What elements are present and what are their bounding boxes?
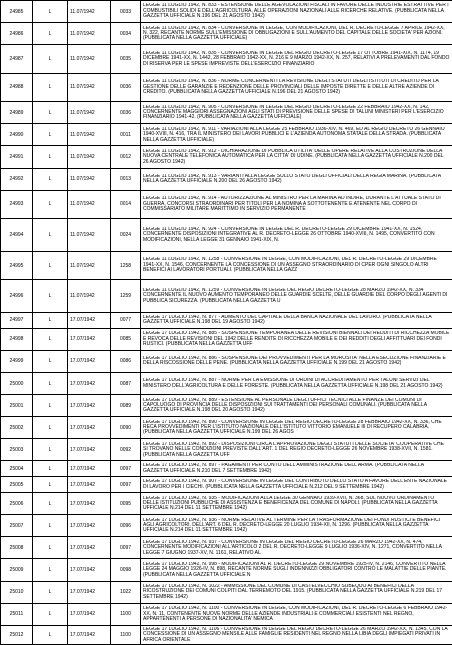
act-type-cell: L xyxy=(33,73,68,101)
act-type-cell: L xyxy=(33,219,68,252)
act-description-text: LEGGE 17 LUGLIO 1942, N. 887 - NORME PER LA EMISSIONE DI ORDINI DI ACCREDITAMENTO PER TALUNI SERVIZI DEL MINISTERO DELL'AGRICOLTURA E DELLE FORESTE. (PUBBLICATA NELLA GAZZETTA UFFICIALE N.198 DEL 21 AGOSTO 1942) xyxy=(143,378,443,389)
act-description-cell xyxy=(141,280,452,313)
act-description-text: LEGGE 11 LUGLIO 1942, N. 1258 - CONVERSIONE IN LEGGE, CON MODIFICAZIONI, DEL R. DECRETO-LEGGE 29 DICEMBRE 1941-XX, N. 1546, CONCERNENTE LA CONCESSIONE DI UN ASSEGNO STRAORDINARIO DI CPER OGNI SINGOLO ALTRI BENEFICI AI LAVORATORI PORTUALI. (PUBBLICATA NELLA GAZZ xyxy=(143,257,437,274)
act-description-text: LEGGE 17 LUGLIO 1942, N. 936 - NORME RELATIVE AL TERMINE PER LA TRASFORMAZIONE DEI FONDI RUSTICI E BENEFICI AGLI AGRICOLTORI. DELL'ART. 6 DEL R. DECRETO-LEGGE 20 LUGLIO 1934-XII, N. 1296. (PUBBLICATA NELLA GAZZETTA UFFICIALE N.214 DEL 11 SETTEMBRE 1942) xyxy=(143,517,441,534)
act-description-text: LEGGE 11 LUGLIO 1942, N. 836 - NORME CONCERNENTI LA REVISIONE DEGLI STATUTI DEGLI ISTITUTI DI CREDITO PER LA GESTIONE DELLE GARANZIE E REDENZIONE DELLE PROVINCIALI DELLE IMPOSTE DIRETTE E DELLE ALTRE AZIENDE DI CREDITO. (PUBBLICATA NELLA GAZZETTA UFFICIALE N.196 DEL 21 AGOSTO 1942) xyxy=(143,79,439,96)
act-description-cell xyxy=(141,251,452,279)
act-description-cell xyxy=(141,603,452,625)
act-date-cell: 17.07/1942 xyxy=(68,559,111,581)
act-type-cell: L xyxy=(33,280,68,313)
act-date-cell: 17.07/1942 xyxy=(68,312,111,328)
act-date-cell: 17.07/1942 xyxy=(68,537,111,559)
entry-number-cell: 25001 xyxy=(1,395,33,417)
act-date-cell: 11.07/1942 xyxy=(68,45,111,73)
entry-number-cell: 24996 xyxy=(1,280,33,313)
act-sequence-cell: 0097 xyxy=(111,477,141,493)
act-sequence-cell: 0087 xyxy=(111,372,141,394)
act-type-cell: L xyxy=(33,477,68,493)
act-description-cell xyxy=(141,312,452,328)
act-date-cell: 11.07/1942 xyxy=(68,219,111,252)
act-sequence-cell: 0097 xyxy=(111,537,141,559)
act-date-cell: 11.07/1942 xyxy=(68,124,111,146)
act-type-cell: L xyxy=(33,251,68,279)
act-description-text: LEGGE 17 LUGLIO 1942, N. 886 - SOSPENSIONE DEI PROVVEDIMENTI PER LA MOROSITA' NELLA ESECUZIONE FINANZIARIE E DELLA RISCOSSIONE DELLE PENE. (PUBBLICATA NELLA GAZZETTA UFFICIALE N.199 DEL 21 AGOSTO 1942) xyxy=(143,355,446,367)
act-sequence-cell: 0033 xyxy=(111,1,141,23)
act-sequence-cell: 0011 xyxy=(111,124,141,146)
entry-number-cell: 25000 xyxy=(1,372,33,394)
act-sequence-cell: 0096 xyxy=(111,515,141,537)
act-description-cell xyxy=(141,45,452,73)
act-date-cell: 17.07/1942 xyxy=(68,477,111,493)
entry-number-cell: 24991 xyxy=(1,146,33,168)
act-description-text: LEGGE 11 LUGLIO 1942, N. 912 - DICHIARAZIONE DI PUBBLICA UTILITA' DELLE OPERE RELATIVE ALLA COSTRUZIONE DELLA NUOVA CENTRALE TELEFONICA AUTOMATICA PER LA CITTA' DI UDINE. (PUBBLICATA NELLA GAZZETTA UFFICIALE N.200 DEL 26 AGOSTO 1942) xyxy=(143,148,444,165)
act-date-cell: 17.07/1942 xyxy=(68,417,111,439)
act-sequence-cell: 0036 xyxy=(111,102,141,124)
act-date-cell: 17.07/1942 xyxy=(68,461,111,477)
act-sequence-cell: 1022 xyxy=(111,581,141,603)
act-description-text: LEGGE 17 LUGLIO 1942, N. 885 - SOSPENSIONE TEMPORANEA DELLE REVISIONI BIENNALI DEI REDDITI DI RICCHEZZA MOBILE E REVOCA DELLE REVISIONI DEL 1942 DELLE RENDITE DI RICCHEZZA MOBILE E DEI REDDITI DEGLI AFFITTUARI DEI FONDI RUSTICI. (PUBBLICATA NELLA GAZZETTA UFF xyxy=(143,331,450,347)
act-date-cell: 17.07/1942 xyxy=(68,493,111,515)
entry-number-cell: 25008 xyxy=(1,537,33,559)
registry-row xyxy=(1,350,452,372)
entry-number-cell: 24985 xyxy=(1,1,33,23)
act-type-cell: L xyxy=(33,603,68,625)
entry-number-cell: 25006 xyxy=(1,493,33,515)
act-type-cell: L xyxy=(33,537,68,559)
act-description-cell xyxy=(141,515,452,537)
registry-row xyxy=(1,73,452,101)
act-description-text: LEGGE 11 LUGLIO 1942, N. 911 - VARIAZIONI ALLA LEGGE 25 FEBBRAIO 1936-XIV, N. 469, ED AL REGIO DECRETO 26 GENNAIO 1940-XVIII, N. 416, TRA IL MINISTERO DEI LAVORI PUBBLICI E L'AZIENDA AUTONOMA STATALE DELLA STRADA. (PUBBLICATA NELLA GAZZETTA UFFICIALE) xyxy=(143,126,445,143)
registry-row xyxy=(1,251,452,279)
act-sequence-cell: 0036 xyxy=(111,73,141,101)
registry-row xyxy=(1,146,452,168)
act-description-cell xyxy=(141,372,452,394)
registry-row xyxy=(1,625,452,644)
act-date-cell: 17.07/1942 xyxy=(68,603,111,625)
act-date-cell: 11.07/1942 xyxy=(68,23,111,45)
act-type-cell: L xyxy=(33,102,68,124)
act-sequence-cell: 0035 xyxy=(111,45,141,73)
act-description-cell xyxy=(141,350,452,372)
registry-row xyxy=(1,23,452,45)
act-sequence-cell: 1259 xyxy=(111,280,141,313)
registry-row xyxy=(1,45,452,73)
act-type-cell: L xyxy=(33,146,68,168)
act-sequence-cell: 0085 xyxy=(111,328,141,350)
act-description-text: LEGGE 11 LUGLIO 1942, N. 924 - CONVERSIONE IN LEGGE DEL R. DECRETO-LEGGE 29 DICEMBRE 1941-XX, N. 1524, CONCERNENTE DISPOSIZIONI INTEGRATIVE AL R. DECRETO-LEGGE 26 OTTOBRE 1940-XVIII, N. 1495, CONVERTITO CON MODIFICAZIONI, NELLA LEGGE 31 GENNAIO 1941-XIX, N. xyxy=(143,226,435,243)
entry-number-cell: 25010 xyxy=(1,581,33,603)
act-type-cell: L xyxy=(33,581,68,603)
act-description-text: LEGGE 17 LUGLIO 1942, N. 1106 - CONVERSIONE IN LEGGE DEL REGIO DECRETO-LEGGE 26 MARZO 1942-XX, N. 1345, CON LA CONCESSIONE DI UN ASSEGNO MENSILE ALLE FAMIGLIE RESIDENTI NEL REGNO NELLA LIBIA DEGLI IMPIEGATI PRIVATI IN AFRICA ORIENTALE xyxy=(143,626,448,643)
entry-number-cell: 25011 xyxy=(1,603,33,625)
registry-row xyxy=(1,515,452,537)
act-date-cell: 17.07/1942 xyxy=(68,328,111,350)
act-type-cell: L xyxy=(33,417,68,439)
act-description-text: LEGGE 11 LUGLIO 1942, N. 1259 - CONVERSIONE IN LEGGE DEL REGIO DECRETO-LEGGE 28 MARZO 1942-XX, N. 334 CONCERNENTE IL NUOVO AUMENTO TEMPORANEO DELLE GUARDIE SCELTE, DELLE GUARDIE DEL CORPO DEGLI AGENTI DI PUBBLICA SICUREZZA. (PUBBLICATA NELLA GAZZETTA U xyxy=(143,287,448,304)
act-description-cell xyxy=(141,146,452,168)
act-sequence-cell: 0086 xyxy=(111,350,141,372)
entry-number-cell: 25003 xyxy=(1,439,33,461)
act-sequence-cell: 0090 xyxy=(111,417,141,439)
act-description-text: LEGGE 17 LUGLIO 1942, N. 877 - AUMENTO DEL CAPITALE DELLA BANCA NAZIONALE DEL LAVORO. (PUBBLICATA NELLA GAZZETTA UFFICIALE N.198 DEL 19 AGOSTO 1942) xyxy=(143,314,432,326)
act-description-text: LEGGE 11 LUGLIO 1942, N. 913 - VARIANTI ALLA LEGGE SULLO STATO DEGLI UFFICIALI DELLA REGIA MARINA. (PUBBLICATA NELLA GAZZETTA UFFICIALE N.200 DEL 26 AGOSTO 1942) xyxy=(143,173,441,185)
act-type-cell: L xyxy=(33,350,68,372)
act-sequence-cell: 1258 xyxy=(111,251,141,279)
act-date-cell: 11.07/1942 xyxy=(68,1,111,23)
act-description-cell xyxy=(141,537,452,559)
act-description-text: LEGGE 17 LUGLIO 1942, N. 937 - CONVERSIONE IN LEGGE DEL REGIO DECRETO-LEGGE 26 MARZO 1942-XX, N. 474, CONCERNENTE MODIFICAZIONI ALL'ARTICOLO 2 DEL R. DECRETO-LEGGE 9 LUGLIO 1936-XIV, N. 1271, CONVERTITO NELLA LEGGE 7 GIUGNO 1937-XV, N. 1161, RELATIVO AL xyxy=(143,539,442,556)
registry-row xyxy=(1,439,452,461)
act-date-cell: 11.07/1942 xyxy=(68,102,111,124)
act-date-cell: 11.07/1942 xyxy=(68,251,111,279)
act-description-cell xyxy=(141,219,452,252)
act-type-cell: L xyxy=(33,625,68,644)
act-type-cell: L xyxy=(33,493,68,515)
act-date-cell: 17.07/1942 xyxy=(68,395,111,417)
registry-row xyxy=(1,581,452,603)
entry-number-cell: 24994 xyxy=(1,219,33,252)
registry-row xyxy=(1,417,452,439)
act-type-cell: L xyxy=(33,1,68,23)
act-description-cell xyxy=(141,190,452,218)
act-description-cell xyxy=(141,559,452,581)
act-description-text: LEGGE 17 LUGLIO 1942, N. 897 - PAGAMENTI PER CONTO DELL'AMMINISTRAZIONE DELL'ARMA. (PUBBLICATA NELLA GAZZETTA UFFICIALE N.210 DEL 7 SETTEMBRE 1942) xyxy=(143,463,424,474)
act-type-cell: L xyxy=(33,328,68,350)
act-description-cell xyxy=(141,168,452,190)
registry-row xyxy=(1,395,452,417)
act-description-text: LEGGE 11 LUGLIO 1942, N. 834 - CONVERSIONE IN LEGGE, CON MODIFICAZIONI, DEL R. DECRETO-LEGGE 7 APRILE 1942-XX, N. 322, RECANTE NORME SULL'EMISSIONE DI OBBLIGAZIONI E SULL'AUMENTO DEL CAPITALE DELLE SOCIETA' PER AZIONI. (PUBBLICATA NELLA GAZZETTA UFFICIALE) xyxy=(143,25,445,42)
act-description-text: LEGGE 17 LUGLIO 1942, N. 998 - MODIFICAZIONI AL R. DECRETO-LEGGE 29 NOVEMBRE 1925-IV, N. 2146, CONVERTITO NELLA LEGGE 24 MAGGIO 1926-IV, N. 898, RECANTE NORME SUGLI INDENNIZZI OBBLIGATORI CONTRO LE MALATTIE DELLE PIANTE. (PUBBLICATA NELLA GAZZETTA UFFICIALE N xyxy=(143,561,447,578)
registry-body xyxy=(1,1,452,645)
registry-row xyxy=(1,559,452,581)
act-description-text: LEGGE 11 LUGLIO 1942, N. 905 - CONVERSIONE IN LEGGE DEL REGIO DECRETO-LEGGE 22 FEBBRAIO 1942-XX, N. 142, CONCERNENTE MAGGIORI ASSEGNAZIONI AGLI STATI DI PREVISIONE DELLE SPESE DI TALUNI MINISTERI PER L'ESERCIZIO FINANZIARIO 1941-42. (PUBBLICATA NELLA GAZZETTA UFFICIALE) xyxy=(143,104,444,121)
act-sequence-cell: 0095 xyxy=(111,493,141,515)
act-description-cell xyxy=(141,124,452,146)
registry-row xyxy=(1,1,452,23)
entry-number-cell: 25005 xyxy=(1,477,33,493)
registry-row xyxy=(1,537,452,559)
registry-row xyxy=(1,461,452,477)
act-sequence-cell: 0034 xyxy=(111,23,141,45)
act-type-cell: L xyxy=(33,23,68,45)
entry-number-cell: 24999 xyxy=(1,350,33,372)
entry-number-cell: 24993 xyxy=(1,190,33,218)
registry-row xyxy=(1,190,452,218)
act-description-cell xyxy=(141,23,452,45)
entry-number-cell: 25009 xyxy=(1,559,33,581)
act-description-text: LEGGE 17 LUGLIO 1942, N. 907 - CONVERSIONE IN LEGGE DEL CONTRIBUTO DELLO STATO A FAVORE DELL'ENTE NAZIONALE DI LAVORO PER I CIECHI. (PUBBLICATA NELLA GAZZETTA UFFICIALE N.212 DEL 9 SETTEMBRE 1942) xyxy=(143,479,448,490)
act-type-cell: L xyxy=(33,559,68,581)
entry-number-cell: 24998 xyxy=(1,328,33,350)
act-type-cell: L xyxy=(33,45,68,73)
act-description-cell xyxy=(141,102,452,124)
registry-row xyxy=(1,102,452,124)
act-date-cell: 17.07/1942 xyxy=(68,625,111,644)
act-type-cell: L xyxy=(33,395,68,417)
act-description-cell xyxy=(141,493,452,515)
act-description-text: LEGGE 17 LUGLIO 1942, N. 1100 - CONVERSIONE IN LEGGE, CON MODIFICAZIONI, DEL R. DECRETO-LEGGE 6 FEBBRAIO 1942-XX, N. 11, CONTENENTE NUOVE NORME DELLE AZIENDE INDUSTRIALI E COMMERCIALI ESISTENTI NEL REGNO, APPARTENENTI A PERSONE DI NAZIONALITA' NEMICA xyxy=(143,606,448,622)
act-description-cell xyxy=(141,328,452,350)
act-description-text: LEGGE 17 LUGLIO 1942, N. 889 - ESTENSIONE AL PERSONALE DEGLI UFFICI TECNICI ALLE FINANZE DEI COMUNI DI CAPOLUOGO DI PROVINCIA DELLE DISPOSIZIONI SUI TRATTAMENTI DEI PERSONALI COMUNALI. (PUBBLICATA NELLA GAZZETTA UFFICIALE N.198 DEL 20 AGOSTO 1942) xyxy=(143,397,427,414)
act-type-cell: L xyxy=(33,515,68,537)
entry-number-cell: 24995 xyxy=(1,251,33,279)
act-type-cell: L xyxy=(33,124,68,146)
act-type-cell: L xyxy=(33,168,68,190)
act-sequence-cell: 0012 xyxy=(111,146,141,168)
registry-row xyxy=(1,219,452,252)
act-date-cell: 17.07/1942 xyxy=(68,439,111,461)
entry-number-cell: 24986 xyxy=(1,23,33,45)
act-type-cell: L xyxy=(33,461,68,477)
entry-number-cell: 25012 xyxy=(1,625,33,644)
act-type-cell: L xyxy=(33,190,68,218)
act-sequence-cell: 0077 xyxy=(111,312,141,328)
act-description-text: LEGGE 17 LUGLIO 1942, N. 1022 - AMMISSIONE DEL COMUNE DI CASTELVECCHIO SUBEQUO AI BENEFICI DELLA RICOSTRUZIONE DEI COMUNI COLPITI DAL TERREMOTO DEL 1915. (PUBBLICATA NELLA GAZZETTA UFFICIALE N.219 DEL 17 SETTEMBRE 1942) xyxy=(143,584,443,600)
act-date-cell: 17.07/1942 xyxy=(68,581,111,603)
registry-row xyxy=(1,168,452,190)
act-type-cell: L xyxy=(33,372,68,394)
act-type-cell: L xyxy=(33,312,68,328)
act-description-text: LEGGE 17 LUGLIO 1942, N. 935 - MODIFICAZIONI ALLA LEGGE 30 GENNAIO 1939-XVII, N. 368, SUL NUOVO ORDINAMENTO DELLE ISTITUZIONI PUBBLICHE DI ASSISTENZA E BENEFICENZA DEL COMUNE DI NAPOLI. (PUBBLICATA NELLA GAZZETTA UFFICIALE N.214 DEL 11 SETTEMBRE 1942) xyxy=(143,495,438,512)
act-date-cell: 11.07/1942 xyxy=(68,280,111,313)
act-date-cell: 11.07/1942 xyxy=(68,146,111,168)
act-sequence-cell: 0089 xyxy=(111,395,141,417)
act-description-cell xyxy=(141,417,452,439)
act-date-cell: 17.07/1942 xyxy=(68,515,111,537)
registry-row xyxy=(1,124,452,146)
act-description-cell xyxy=(141,1,452,23)
act-sequence-cell: 1100 xyxy=(111,625,141,644)
registry-row xyxy=(1,280,452,313)
registry-row xyxy=(1,312,452,328)
entry-number-cell: 24992 xyxy=(1,168,33,190)
registry-row xyxy=(1,603,452,625)
act-description-cell xyxy=(141,395,452,417)
act-date-cell: 11.07/1942 xyxy=(68,190,111,218)
act-description-cell xyxy=(141,581,452,603)
registry-row xyxy=(1,372,452,394)
act-sequence-cell: 0013 xyxy=(111,168,141,190)
entry-number-cell: 24988 xyxy=(1,73,33,101)
act-sequence-cell: 0098 xyxy=(111,559,141,581)
act-description-cell xyxy=(141,625,452,644)
act-date-cell: 17.07/1942 xyxy=(68,372,111,394)
entry-number-cell: 24989 xyxy=(1,102,33,124)
act-description-cell xyxy=(141,461,452,477)
act-description-cell xyxy=(141,439,452,461)
act-sequence-cell: 0014 xyxy=(111,190,141,218)
registry-row xyxy=(1,328,452,350)
act-date-cell: 17.07/1942 xyxy=(68,350,111,372)
entry-number-cell: 25007 xyxy=(1,515,33,537)
entry-number-cell: 24990 xyxy=(1,124,33,146)
registry-row xyxy=(1,493,452,515)
act-date-cell: 11.07/1942 xyxy=(68,168,111,190)
act-description-text: LEGGE 11 LUGLIO 1942, N. 914 - AUTORIZZAZIONE AL MINISTRO PER LA MARINA AD INDIRE, DURANTE L'ATTUALE STATO DI GUERRA, CONCORSI STRAORDINARI PER TITOLI PER LA NOMINA A SOTTOTENENTE E ATENENTE NEL CORPO DI COMMISSARIATO MILITARE MARITTIMO IN SERVIZIO PERMANENTE xyxy=(143,196,441,213)
act-sequence-cell: 1100 xyxy=(111,603,141,625)
act-description-text: LEGGE 11 LUGLIO 1942, N. 833 - ESTENSIONE DELLE AGEVOLAZIONI FISCALI IN FAVORE DELLE INDUSTRIE ESTRATTIVE PER I COMBUSTIBILI SOLIDI E DELL'AGRICOLTURA, ALLE OPERAZIONI NAZIONALI ALLE RICERCHE RELATIVE. (PUBBLICATA NELLA GAZZETTA UFFICIALE N.196 DEL 21 AGOSTO 1942) xyxy=(143,3,449,20)
act-description-text: LEGGE 17 LUGLIO 1942, N. 890 - CONVERSIONE IN LEGGE DEL REGIO DECRETO-LEGGE 28 FEBBRAIO 1942-XX, N. 336, CHE RECA PROVVEDIMENTI PER L'ISTITUTO NAZIONALE DELL'ISTITUTO VITTORIO EMANUELE III DI RECUPERO CALABRIA. (PUBBLICATA NELLA GAZZETTA UFFICIALE N.199 DEL 26 AGOS xyxy=(143,419,442,436)
act-type-cell: L xyxy=(33,439,68,461)
act-description-cell xyxy=(141,477,452,493)
entry-number-cell: 25004 xyxy=(1,461,33,477)
act-sequence-cell: 0092 xyxy=(111,439,141,461)
act-sequence-cell: 0097 xyxy=(111,461,141,477)
entry-number-cell: 24987 xyxy=(1,45,33,73)
entry-number-cell: 24997 xyxy=(1,312,33,328)
act-description-text: LEGGE 17 LUGLIO 1942, N. 892 - DISPOSIZIONI CIRCA L'APPROVAZIONE DEGLI STATUTI DELLE SOCIETA' COOPERATIVE CHE SI TROVANO NELLE CONDIZIONI PREVISTE DALL'ART. 1 DEL REGIO DECRETO-LEGGE 26 NOVEMBRE 1938-XVII, N. 1581. (PUBBLICATA NELLA GAZZETTA UFF xyxy=(143,441,444,458)
registry-row xyxy=(1,477,452,493)
act-date-cell: 11.07/1942 xyxy=(68,73,111,101)
entry-number-cell: 25002 xyxy=(1,417,33,439)
act-description-text: LEGGE 11 LUGLIO 1942, N. 835 - CONVERSIONE IN LEGGE DEL REGIO DECRETO-LEGGE 17 OTTOBRE 1941-XIX, N. 1174, 19 DICEMBRE 1941-XX, N. 1442, 28 FEBBRAIO 1942-XX, N. 216 E 9 MARZO 1942-XX, N. 257, RELATIVI A PRELEVAMENTI DAL FONDO DI RISERVA PER LE SPESE IMPREVISTE DELL'ESERCIZIO FINANZIARIO xyxy=(143,50,450,67)
act-sequence-cell: 0024 xyxy=(111,219,141,252)
act-description-cell xyxy=(141,73,452,101)
